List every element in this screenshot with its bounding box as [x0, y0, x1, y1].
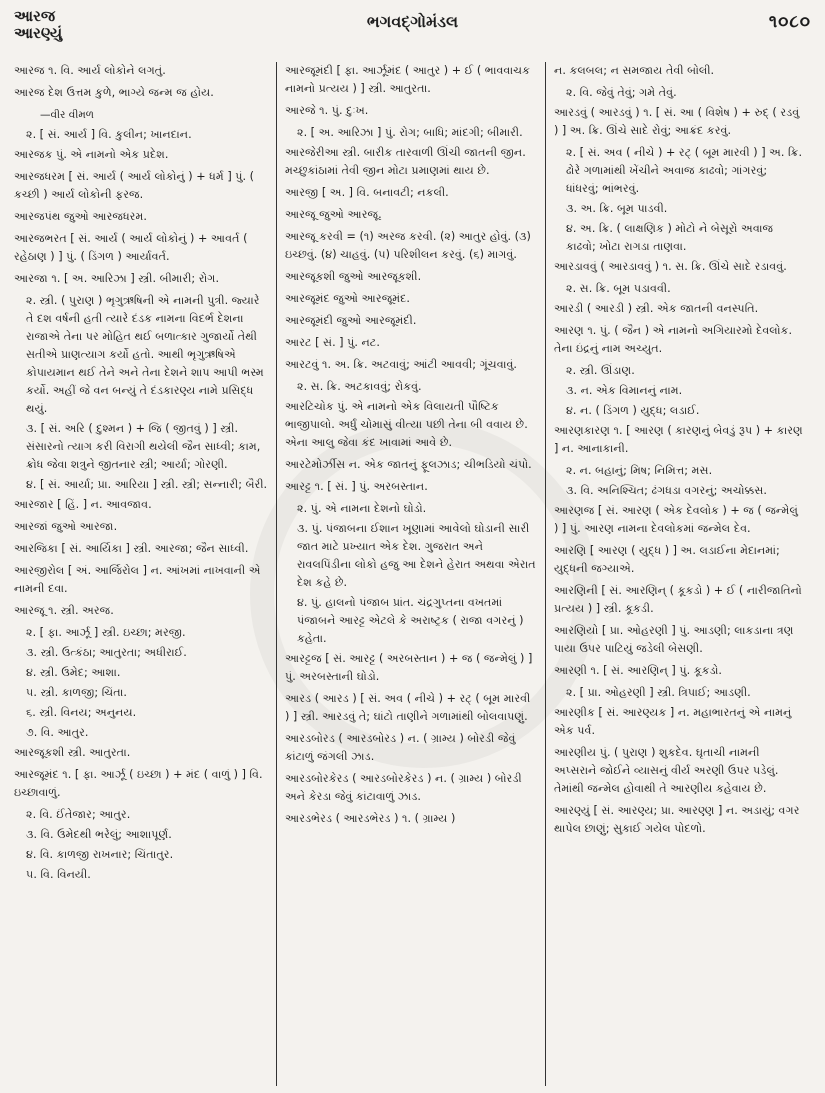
dictionary-columns [14, 62, 811, 1086]
dictionary-entry: આરડબોરકેરડ ( આરડબોરકેરડ ) ન. ( ગ્રામ્ય ) બોરડી અને કેરડા જેવું કાંટાવાળું ઝાડ. [285, 772, 522, 803]
page-header [14, 7, 811, 42]
entry-quote: —વીર વીમળ [40, 109, 94, 121]
entry-sense: ૩. પું. પંજાબના ઈશાન ખૂણામાં આવેલો ઘોડાની સારી જાત માટે પ્રખ્યાત એક દેશ. ગુજરાત અને રાવલપિંડીના લોકો હજુ આ દેશને હેરાત અથવા એરાત દેશ કહે છે. [297, 522, 536, 589]
entry-sense: ૬. સ્ત્રી. વિનય; અનુનય. [26, 706, 137, 719]
entry-sense: ૩. [ સં. અરિ ( દુશ્મન ) + જિ ( જીતવું ) ] સ્ત્રી. સંસારનો ત્યાગ કરી વિરાગી થયેલી જૈન સાધ્વી; કામ, ક્રોધ જેવા શત્રુને જીતનાર સ્ત્રી; આર્યા; ગોરણી. [26, 422, 261, 471]
entry-sense: ૪. ન. ( ડિંગળ ) યુદ્ધ; લડાઈ. [566, 404, 700, 417]
dictionary-entry: આરણકારણ ૧. [ આરણ ( કારણનું બેવડું રૂપ ) + કારણ ] ન. આનાકાની. [554, 424, 803, 455]
dictionary-entry: આરજીરોલ [ અં. આર્જિરોલ ] ન. આંખમાં નાખવાની એ નામની દવા. [14, 564, 261, 595]
entry-sense: ૨. વિ. જેવું તેવું; ગમે તેવું. [566, 86, 677, 99]
entry-sense: ૪. સ્ત્રી. ઉમેદ; આશા. [26, 666, 121, 679]
dictionary-entry: આરટ્ટજ [ સં. આરટ્ટ ( અરબસ્તાન ) + જ ( જન્મેલું ) ] પું. અરબસ્તાની ઘોડો. [285, 652, 533, 683]
dictionary-entry: આરટિચોક પું. એ નામનો એક વિલાયતી પૌષ્ટિક ભાજીપાલો. અર્ધું ચોમાસું વીત્યા પછી તેના બી વવાય છે. એના આલુ જેવા કંદ ખાવામાં આવે છે. [285, 400, 528, 449]
entry-sense: ૨. ન. બહાનું; મિષ; નિમિત્ત; મસ. [566, 464, 713, 477]
column-right [546, 62, 811, 1086]
entry-sense: ૫. વિ. વિનયી. [26, 868, 91, 881]
dictionary-entry: આરજ દેશ ઉત્તમ કુળે, ભાગ્યે જન્મ જ હોય. [14, 86, 214, 99]
dictionary-entry: આરટ [ સં. ] પું. નટ. [285, 336, 380, 349]
entry-sense: ૭. વિ. આતુર. [26, 726, 89, 739]
guide-word-last: આરણ્યું [14, 24, 63, 42]
entry-sense: ૨. સ્ત્રી. ( પુરાણ ) ભૃગુઋષિની એ નામની પુત્રી. જ્યારે તે દશ વર્ષની હતી ત્યારે દંડક નામના વિદર્ભ દેશના રાજાએ તેના પર મોહિત થઈ બળાત્કાર ગુજાર્યો તેથી સતીએ પ્રાણત્યાગ કર્યો હતો. આથી ભૃગુઋષિએ કોપાયમાન થઈ તેને અને તેના દેશને શાપ આપી ભસ્મ કર્યો. અહીં જે વન બન્યું તે દંડકારણ્ય નામે પ્રસિદ્ધ થયું. [26, 294, 264, 415]
entry-sense: ૨. [ પ્રા. ઓહરણી ] સ્ત્રી. ત્રિપાઈ; આડણી. [566, 686, 751, 699]
entry-sense: ૨. સ. ક્રિ. બૂમ પડાવવી. [566, 282, 671, 295]
entry-sense: ૩. વિ. ઉમેદથી ભરેલું; આશાપૂર્ણ. [26, 828, 172, 841]
dictionary-entry: આરજૂમંદ ૧. [ ફા. આર્ઝૂ ( ઇચ્છા ) + મંદ ( વાળું ) ] વિ. ઇચ્છાવાળું. [14, 768, 263, 799]
dictionary-entry: આરડાવવું ( આરડાવવું ) ૧. સ. ક્રિ. ઊંચે સાદે રડાવવું. [554, 260, 787, 273]
entry-sense: ૨. સ્ત્રી. ઊંડાણ. [566, 364, 635, 377]
book-title: ભગવદ્ગોમંડલ [366, 12, 459, 31]
entry-sense: ૨. [ સં. આર્ય ] વિ. કુલીન; ખાનદાન. [26, 128, 192, 141]
entry-sense: ૩. સ્ત્રી. ઉત્કંઠા; આતુરતા; અધીરાઈ. [26, 646, 187, 659]
entry-sense: ૪. અ. ક્રિ. ( લાક્ષણિક ) મોટો ને બેસૂરો અવાજ કાઢવો; ખોટા રાગડા તાણવા. [566, 222, 774, 253]
dictionary-entry: આરજભરત [ સં. આર્ય ( આર્ય લોકોનું ) + આવર્ત ( રહેઠાણ ) ] પું. ( ડિંગળ ) આર્યાવર્ત. [14, 232, 248, 263]
dictionary-entry: આરજપંથ જુઓ આરજધરમ. [14, 210, 147, 223]
entry-sense: ૩. વિ. અનિશ્ચિત; ઢંગધડા વગરનું; અચોક્કસ. [566, 484, 767, 497]
dictionary-entry: આરણજ [ સં. આરણ ( એક દેવલોક ) + જ ( જન્મેલું ) ] પું. આરણ નામના દેવલોકમાં જન્મેલ દેવ. [554, 504, 798, 535]
column-middle [276, 62, 546, 1086]
dictionary-entry: આરણીક [ સં. આરણ્યક ] ન. મહાભારતનું એ નામનું એક પર્વ. [554, 706, 792, 737]
entry-sense: ૨. [ સં. અવ ( નીચે ) + રટ્ ( બૂમ મારવી ) ] અ. ક્રિ. ઢોરે ગળામાંથી ખેંચીને અવાજ કાઢવો; ગાંગરવું; ધાંધરવું; ભાંભરવું. [566, 146, 803, 195]
entry-sense: ૫. સ્ત્રી. કાળજી; ચિંતા. [26, 686, 127, 699]
dictionary-entry: આરજી [ અ. ] વિ. બનાવટી; નકલી. [285, 186, 449, 199]
dictionary-entry: આરડબોરડ ( આરડબોરડ ) ન. ( ગ્રામ્ય ) બોરડી જેવું કાંટાળું જંગલી ઝાડ. [285, 732, 516, 763]
dictionary-entry: આરટેમોર્ઝીસ ન. એક જાતનું ફૂલઝાડ; ચીભડિયો ચંપો. [285, 458, 532, 471]
dictionary-entry: આરણિ [ આરણ ( યુદ્ધ ) ] અ. લડાઈના મેદાનમાં; યુદ્ધની જગ્યાએ. [554, 544, 780, 575]
entry-sense: ૨. પું. એ નામના દેશનો ઘોડો. [297, 502, 427, 515]
entry-sense: ૪. વિ. કાળજી રાખનાર; ચિંતાતુર. [26, 848, 174, 861]
dictionary-entry: આરજૂમંદ જુઓ આરજૂમંદ. [285, 292, 410, 305]
guide-word-first: આરજ [14, 7, 56, 25]
entry-sense: ૩. ન. એક વિમાનનું નામ. [566, 384, 683, 397]
dictionary-entry: આરજૂમંદી [ ફા. આર્ઝૂમંદ ( આતુર ) + ઈ ( ભાવવાચક નામનો પ્રત્યય ) ] સ્ત્રી. આતુરતા. [285, 64, 530, 95]
dictionary-entry: આરજધરમ [ સં. આર્ય ( આર્ય લોકોનું ) + ધર્મ ] પું. ( કચ્છી ) આર્ય લોકોની ફરજ. [14, 170, 254, 201]
dictionary-entry: આરણ્યું [ સં. આરણ્ય; પ્રા. આરણ્ણ ] ન. અડાયું; વગર થાપેલ છાણું; સુકાઈ ગયેલ પોદળો. [554, 804, 800, 835]
dictionary-entry: આરજાર [ હિં. ] ન. આવજાવ. [14, 498, 152, 511]
dictionary-entry: આરટવું ૧. અ. ક્રિ. અટવાવું; આંટી આવવી; ગૂંચવાવું. [285, 358, 517, 371]
dictionary-entry: આરજૂ કરવી = (૧) અરજ કરવી. (૨) આતુર હોવું. (૩) ઇચ્છવું. (૪) ચાહવું. (૫) પરિશીલન કરવું. (૬) માગવું. [285, 230, 531, 261]
dictionary-entry: આરજક પું. એ નામનો એક પ્રદેશ. [14, 148, 169, 161]
dictionary-entry: આરડ ( આરડ ) [ સં. અવ ( નીચે ) + રટ્ ( બૂમ મારવી ) ] સ્ત્રી. આરડવું તે; ઘાંટો તાણીને ગળામાંથી બોલવાપણું. [285, 692, 531, 723]
dictionary-entry: આરજૂ ૧. સ્ત્રી. અરજ. [14, 604, 114, 617]
dictionary-entry: આરણિની [ સં. આરણિન્ ( કૂકડો ) + ઈ ( નારીજાતિનો પ્રત્યય ) ] સ્ત્રી. કૂકડી. [554, 584, 802, 615]
dictionary-entry: આરડી ( આરડી ) સ્ત્રી. એક જાતની વનસ્પતિ. [554, 302, 759, 315]
dictionary-entry: આરજેરીઆ સ્ત્રી. બારીક તારવાળી ઊંચી જાતની જીન. મચ્છુકાંઠામાં તેવી જીન મોટા પ્રમાણમાં થાય છે. [285, 146, 526, 177]
dictionary-entry: ન. કલબલ; ન સમજાય તેવી બોલી. [554, 64, 715, 77]
entry-sense: ૨. વિ. ઈંતેજાર; આતુર. [26, 808, 131, 821]
dictionary-entry: આરણ ૧. પું. ( જૈન ) એ નામનો અગિયારમો દેવલોક. તેના ઇંદ્રનું નામ અચ્યુત. [554, 324, 793, 355]
dictionary-entry: આરજૂકશી જુઓ આરજૂકશી. [285, 270, 422, 283]
entry-sense: ૨. [ ફા. આર્ઝૂ ] સ્ત્રી. ઇચ્છા; મરજી. [26, 626, 186, 639]
entry-sense: ૨. સ. ક્રિ. અટકાવવું; રોકવું. [297, 380, 422, 393]
dictionary-entry: આરણિયો [ પ્રા. ઓહરણી ] પું. આડણી; લાકડાના ત્રણ પાયા ઉપર પાટિયું જડેલી બેસણી. [554, 624, 794, 655]
entry-sense: ૪. [ સં. આર્યા; પ્રા. આરિયા ] સ્ત્રી. સ્ત્રી; સન્નારી; બૈરી. [26, 478, 268, 491]
entry-sense: ૨. [ અ. આરિઝા ] પું. રોગ; બાધિ; માંદગી; બીમારી. [297, 126, 523, 139]
column-left [14, 62, 276, 1086]
dictionary-entry: આરજા ૧. [ અ. આરિઝા ] સ્ત્રી. બીમારી; રોગ. [14, 272, 220, 285]
dictionary-entry: આરણી ૧. [ સં. આરણિન્ ] પું. કૂકડો. [554, 664, 722, 677]
dictionary-entry: આરડવું ( આરડવું ) ૧. [ સં. આ ( વિશેષ ) + રુદ્ ( રડવું ) ] અ. ક્રિ. ઊંચે સાદે રોવું; આક્રંદ કરવું. [554, 106, 800, 137]
dictionary-entry: આરજૂમંદી જુઓ આરજૂમંદી. [285, 314, 417, 327]
dictionary-entry: આરડભેરડ ( આરડભેરડ ) ૧. ( ગ્રામ્ય ) [285, 812, 456, 825]
dictionary-entry: આરટ્ટ ૧. [ સં. ] પું. અરબસ્તાન. [285, 480, 428, 493]
dictionary-entry: આરજ ૧. વિ. આર્ય લોકોને લગતું. [14, 64, 166, 77]
page-number: ૧૦૮૦ [768, 12, 811, 32]
dictionary-entry: આરજૂકશી સ્ત્રી. આતુરતા. [14, 746, 131, 759]
dictionary-entry: આરજાં જુઓ આરજા. [14, 520, 118, 533]
entry-sense: ૪. પું. હાલનો પંજાબ પ્રાંત. ચંદ્રગુપ્તના વખતમાં પંજાબને આરટ્ટ એટલે કે અરાષ્ટ્રક ( રાજા વગરનું ) કહેતા. [297, 596, 524, 645]
dictionary-entry: આરણીય પું. ( પુરાણ ) શુકદેવ. ઘૃતાચી નામની અપ્સરાને જોઈને વ્યાસનું વીર્ય અરણી ઉપર પડેલું. તેમાંથી જન્મેલ હોવાથી તે આરણીય કહેવાય છે. [554, 746, 779, 795]
dictionary-entry: આરજે ૧. પું. દુઃખ. [285, 104, 369, 117]
dictionary-entry: આરજૂ જુઓ આરજૂ. [285, 208, 382, 221]
dictionary-entry: આરજિકા [ સં. આર્યિકા ] સ્ત્રી. આરજા; જૈન સાધ્વી. [14, 542, 249, 555]
entry-sense: ૩. અ. ક્રિ. બૂમ પાડવી. [566, 202, 668, 215]
